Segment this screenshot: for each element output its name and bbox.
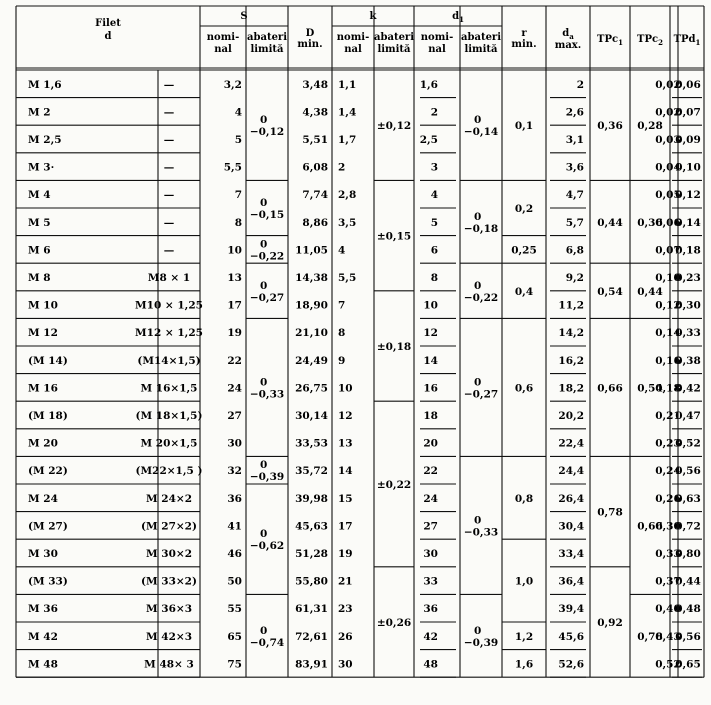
row-k-abateri: ±0,12 bbox=[376, 120, 412, 133]
row-thread-fine: M 30×2 bbox=[146, 548, 192, 560]
header-D-min: min. bbox=[297, 39, 323, 50]
row-thread-m: M 2 bbox=[28, 106, 51, 119]
row-s-nominal: 50 bbox=[227, 575, 242, 588]
header-d1-abateri-1: abateri bbox=[461, 32, 501, 43]
row-D-min: 11,05 bbox=[295, 244, 328, 257]
row-da-max: 9,2 bbox=[565, 272, 584, 284]
row-da-max: 3,1 bbox=[565, 134, 584, 146]
row-tpc2: 0,28 bbox=[637, 120, 663, 133]
row-tpd1: 0,37 bbox=[655, 575, 681, 588]
row-r-min: 1,2 bbox=[514, 630, 534, 643]
row-d1-abateri: 0 bbox=[474, 210, 482, 223]
header-k-nominal-1: nomi- bbox=[336, 32, 370, 43]
row-D-min: 33,53 bbox=[295, 437, 328, 450]
row-da-max: 26,4 bbox=[558, 492, 584, 505]
row-s-abateri: 0 bbox=[260, 528, 268, 541]
row-d1-nominal: 33 bbox=[423, 575, 438, 588]
row-d1-abateri: −0,14 bbox=[463, 126, 499, 139]
row-D-min: 30,14 bbox=[295, 410, 328, 422]
row-d1-abateri: −0,39 bbox=[463, 636, 499, 649]
row-d1-abateri: 0 bbox=[474, 624, 482, 637]
header-k: k bbox=[369, 11, 377, 22]
row-s-nominal: 55 bbox=[227, 603, 242, 616]
row-thread-fine: M10 × 1,25 bbox=[135, 299, 203, 312]
row-k-nominal: 8 bbox=[338, 327, 346, 340]
row-s-abateri: 0 bbox=[260, 279, 268, 292]
row-k-nominal: 2 bbox=[338, 161, 346, 174]
row-tpd1: 0,23 bbox=[655, 437, 681, 450]
row-thread-fine: — bbox=[163, 189, 175, 202]
row-tpc1: 0,36 bbox=[597, 120, 623, 133]
row-da-max: 22,4 bbox=[558, 437, 584, 450]
header-r: r bbox=[521, 28, 527, 39]
row-da-max: 5,7 bbox=[565, 216, 584, 229]
row-k-nominal: 21 bbox=[338, 575, 353, 588]
row-r-min: 1,6 bbox=[514, 658, 534, 671]
row-d1-nominal: 2 bbox=[430, 106, 438, 119]
row-d1-nominal: 27 bbox=[423, 520, 438, 533]
row-d1-abateri: −0,22 bbox=[463, 291, 499, 304]
row-D-min: 18,90 bbox=[295, 299, 328, 312]
row-k-nominal: 30 bbox=[338, 658, 353, 671]
row-tpd2: 0,06 bbox=[675, 78, 701, 91]
row-tpd1: 0,03 bbox=[655, 134, 681, 146]
row-D-min: 51,28 bbox=[295, 548, 328, 560]
row-tpd2: 0,52 bbox=[675, 437, 701, 450]
header-da-max: max. bbox=[554, 40, 582, 51]
row-tpd1: 0,10 bbox=[655, 272, 681, 284]
row-k-nominal: 14 bbox=[338, 465, 353, 478]
row-d1-nominal: 36 bbox=[423, 603, 438, 616]
row-r-min: 1,0 bbox=[514, 575, 534, 588]
row-da-max: 20,2 bbox=[558, 410, 584, 422]
row-thread-m: M 16 bbox=[28, 382, 58, 395]
row-tpd1: 0,14 bbox=[655, 327, 681, 340]
row-tpd1: 0,07 bbox=[655, 244, 681, 257]
row-k-nominal: 7 bbox=[338, 299, 346, 312]
row-tpd1: 0,24 bbox=[655, 465, 681, 478]
row-da-max: 11,2 bbox=[558, 299, 584, 312]
row-d1-nominal: 30 bbox=[423, 548, 438, 560]
header-s-nominal-1: nomi- bbox=[206, 32, 240, 43]
row-thread-m: M 42 bbox=[28, 630, 58, 643]
row-D-min: 3,48 bbox=[302, 78, 328, 91]
header-D: D bbox=[305, 28, 315, 39]
row-d1-abateri: 0 bbox=[474, 279, 482, 292]
row-thread-m: M 2,5 bbox=[28, 134, 62, 146]
row-thread-fine: M 20×1,5 bbox=[140, 437, 198, 450]
row-da-max: 16,2 bbox=[558, 354, 584, 367]
row-k-nominal: 1,1 bbox=[338, 78, 357, 91]
header-filet: Filet bbox=[95, 18, 121, 29]
row-tpd2: 0,47 bbox=[675, 410, 701, 422]
row-k-nominal: 13 bbox=[338, 437, 353, 450]
row-thread-m: (M 14) bbox=[28, 354, 68, 367]
row-tpd2: 0,18 bbox=[675, 244, 701, 257]
row-thread-fine: (M22×1,5 ) bbox=[135, 465, 203, 478]
row-da-max: 30,4 bbox=[558, 520, 584, 533]
row-k-nominal: 19 bbox=[338, 548, 353, 560]
row-tpd1: 0,04 bbox=[655, 161, 681, 174]
row-k-nominal: 26 bbox=[338, 630, 353, 643]
row-thread-fine: — bbox=[163, 161, 175, 174]
row-D-min: 21,10 bbox=[295, 327, 328, 340]
row-tpd1: 0,43 bbox=[655, 630, 681, 643]
row-thread-fine: — bbox=[163, 244, 175, 257]
row-da-max: 39,4 bbox=[558, 603, 584, 616]
row-s-nominal: 24 bbox=[227, 382, 242, 395]
row-d1-nominal: 20 bbox=[423, 437, 438, 450]
row-tpd1: 0,30 bbox=[655, 520, 681, 533]
row-s-abateri: −0,27 bbox=[249, 291, 285, 304]
row-s-nominal: 65 bbox=[227, 630, 242, 643]
row-s-nominal: 8 bbox=[234, 216, 242, 229]
row-s-abateri: 0 bbox=[260, 624, 268, 637]
header-tpd1: TPd$_1$ bbox=[673, 34, 701, 47]
row-tpc2: 0,54 bbox=[637, 382, 663, 395]
row-da-max: 3,6 bbox=[565, 161, 584, 174]
row-D-min: 83,91 bbox=[295, 658, 328, 671]
row-thread-m: M 4 bbox=[28, 189, 51, 202]
row-thread-m: M 20 bbox=[28, 437, 58, 450]
row-d1-abateri: −0,33 bbox=[463, 526, 499, 539]
header-d1-nominal-1: nomi- bbox=[420, 32, 454, 43]
row-tpd2: 0,80 bbox=[675, 548, 701, 560]
row-D-min: 6,08 bbox=[302, 161, 328, 174]
row-tpd2: 0,10 bbox=[675, 161, 701, 174]
header-tpc2: TPc$_2$ bbox=[637, 34, 663, 47]
row-thread-m: M 12 bbox=[28, 327, 58, 340]
row-k-nominal: 12 bbox=[338, 410, 353, 422]
row-da-max: 18,2 bbox=[558, 382, 584, 395]
header-d1-abateri-2: limită bbox=[464, 44, 498, 55]
header-k-abateri-2: limită bbox=[377, 44, 411, 55]
row-tpd1: 0,16 bbox=[655, 354, 681, 367]
row-r-min: 0,25 bbox=[511, 244, 537, 257]
row-da-max: 33,4 bbox=[558, 548, 584, 560]
row-s-nominal: 30 bbox=[227, 437, 242, 450]
row-da-max: 45,6 bbox=[558, 630, 584, 643]
row-thread-fine: (M 27×2) bbox=[141, 520, 197, 533]
row-s-nominal: 17 bbox=[227, 299, 242, 312]
row-tpc2: 0,66 bbox=[637, 520, 663, 533]
row-tpd2: 0,56 bbox=[675, 465, 701, 478]
row-s-nominal: 5,5 bbox=[223, 161, 242, 174]
row-d1-nominal: 42 bbox=[423, 630, 438, 643]
row-tpd2: 0,48 bbox=[675, 603, 701, 616]
row-D-min: 45,63 bbox=[295, 520, 328, 533]
row-k-nominal: 9 bbox=[338, 354, 346, 367]
row-s-nominal: 75 bbox=[227, 658, 242, 671]
row-r-min: 0,8 bbox=[514, 492, 534, 505]
row-d1-nominal: 5 bbox=[430, 216, 438, 229]
row-k-nominal: 5,5 bbox=[338, 272, 357, 284]
row-tpc1: 0,44 bbox=[597, 216, 623, 229]
row-s-abateri: −0,12 bbox=[249, 126, 285, 139]
row-thread-m: (M 27) bbox=[28, 520, 68, 533]
row-thread-m: M 1,6 bbox=[28, 78, 62, 91]
row-da-max: 2 bbox=[576, 78, 584, 91]
row-thread-fine: — bbox=[163, 216, 175, 229]
row-k-nominal: 1,4 bbox=[338, 106, 357, 119]
row-da-max: 52,6 bbox=[558, 658, 584, 671]
row-tpc1: 0,78 bbox=[597, 506, 623, 519]
row-r-min: 0,2 bbox=[514, 203, 534, 215]
row-D-min: 5,51 bbox=[302, 134, 328, 146]
row-s-nominal: 3,2 bbox=[223, 78, 242, 91]
row-tpd1: 0,33 bbox=[655, 548, 681, 560]
row-s-abateri: 0 bbox=[260, 376, 268, 389]
row-thread-m: M 10 bbox=[28, 299, 58, 312]
row-thread-fine: (M 33×2) bbox=[141, 575, 197, 588]
row-s-abateri: −0,74 bbox=[249, 636, 285, 649]
row-thread-fine: M12 × 1,25 bbox=[135, 327, 203, 340]
row-D-min: 8,86 bbox=[302, 216, 328, 229]
row-thread-fine: — bbox=[163, 78, 175, 91]
row-D-min: 61,31 bbox=[295, 603, 328, 616]
row-s-nominal: 27 bbox=[227, 410, 242, 422]
row-thread-m: (M 22) bbox=[28, 465, 68, 478]
row-thread-m: M 3· bbox=[28, 161, 55, 174]
row-k-abateri: ±0,15 bbox=[376, 230, 412, 243]
row-thread-m: (M 33) bbox=[28, 575, 68, 588]
row-tpc2: 0,44 bbox=[637, 285, 663, 298]
row-thread-fine: (M 18×1,5) bbox=[135, 410, 203, 422]
row-tpd1: 0,02 bbox=[655, 106, 681, 119]
row-s-nominal: 10 bbox=[227, 244, 242, 257]
row-da-max: 6,8 bbox=[565, 244, 584, 257]
row-d1-abateri: 0 bbox=[474, 376, 482, 389]
row-d1-nominal: 22 bbox=[423, 465, 438, 478]
row-s-nominal: 19 bbox=[227, 327, 242, 340]
row-D-min: 72,61 bbox=[295, 630, 328, 643]
row-k-nominal: 23 bbox=[338, 603, 353, 616]
row-k-nominal: 15 bbox=[338, 492, 353, 505]
header-k-nominal-2: nal bbox=[344, 44, 362, 55]
row-d1-abateri: −0,18 bbox=[463, 222, 499, 235]
row-r-min: 0,6 bbox=[514, 382, 534, 395]
row-da-max: 14,2 bbox=[558, 327, 584, 340]
row-d1-nominal: 2,5 bbox=[419, 134, 438, 146]
row-tpd2: 0,14 bbox=[675, 216, 701, 229]
row-D-min: 39,98 bbox=[295, 492, 328, 505]
row-d1-nominal: 18 bbox=[423, 410, 438, 422]
row-tpd2: 0,12 bbox=[675, 189, 701, 202]
row-d1-nominal: 24 bbox=[423, 492, 438, 505]
row-s-nominal: 7 bbox=[234, 189, 242, 202]
row-s-abateri: 0 bbox=[260, 238, 268, 251]
row-thread-m: M 48 bbox=[28, 658, 58, 671]
row-d1-nominal: 48 bbox=[423, 658, 438, 671]
row-thread-m: M 30 bbox=[28, 548, 58, 560]
header-tpc1: TPc$_1$ bbox=[597, 34, 623, 47]
row-s-nominal: 32 bbox=[227, 465, 242, 478]
row-thread-m: M 5 bbox=[28, 216, 51, 229]
row-s-abateri: 0 bbox=[260, 459, 268, 472]
row-tpc1: 0,66 bbox=[597, 382, 623, 395]
row-tpd2: 0,63 bbox=[675, 492, 701, 505]
row-k-abateri: ±0,26 bbox=[376, 617, 412, 629]
row-s-nominal: 46 bbox=[227, 548, 242, 560]
row-D-min: 24,49 bbox=[295, 354, 328, 367]
header-da: $d_a$ bbox=[562, 28, 574, 41]
row-k-nominal: 3,5 bbox=[338, 216, 357, 229]
row-D-min: 4,38 bbox=[302, 106, 328, 119]
row-thread-m: M 36 bbox=[28, 603, 58, 616]
header-s-abateri-1: abateri bbox=[247, 32, 287, 43]
row-tpd1: 0,18 bbox=[655, 382, 681, 395]
row-d1-abateri: −0,27 bbox=[463, 388, 499, 401]
row-tpd2: 0,30 bbox=[675, 299, 701, 312]
row-thread-fine: M 42×3 bbox=[146, 630, 192, 643]
row-tpd2: 0,09 bbox=[675, 134, 701, 146]
row-tpd1: 0,40 bbox=[655, 603, 681, 616]
row-s-nominal: 41 bbox=[227, 520, 242, 533]
row-tpd2: 0,44 bbox=[675, 575, 701, 588]
row-tpd2: 0,33 bbox=[675, 327, 701, 340]
row-k-nominal: 1,7 bbox=[338, 134, 357, 146]
row-r-min: 0,4 bbox=[514, 285, 534, 298]
row-d1-nominal: 4 bbox=[430, 189, 438, 202]
row-thread-fine: M 36×3 bbox=[146, 603, 192, 616]
row-D-min: 14,38 bbox=[295, 272, 328, 284]
header-k-abateri-1: abateri bbox=[374, 32, 414, 43]
row-tpd2: 0,23 bbox=[675, 272, 701, 284]
header-s-abateri-2: limită bbox=[250, 44, 284, 55]
row-tpd2: 0,56 bbox=[675, 630, 701, 643]
row-D-min: 26,75 bbox=[295, 382, 328, 395]
row-tpc2: 0,36 bbox=[637, 216, 663, 229]
row-d1-nominal: 3 bbox=[430, 161, 438, 174]
row-k-nominal: 17 bbox=[338, 520, 353, 533]
header-d: d bbox=[104, 31, 112, 42]
row-da-max: 24,4 bbox=[558, 465, 584, 478]
row-tpd1: 0,52 bbox=[655, 658, 681, 671]
row-thread-fine: — bbox=[163, 106, 175, 119]
row-D-min: 35,72 bbox=[295, 465, 328, 478]
row-tpd1: 0,26 bbox=[655, 492, 681, 505]
header-s: S bbox=[240, 11, 248, 22]
row-k-nominal: 2,8 bbox=[338, 189, 357, 202]
row-s-nominal: 5 bbox=[234, 134, 242, 146]
row-tpd2: 0,38 bbox=[675, 354, 701, 367]
row-s-abateri: 0 bbox=[260, 114, 268, 127]
header-d1: $d_1$ bbox=[452, 11, 464, 24]
row-thread-m: M 8 bbox=[28, 272, 51, 284]
row-s-abateri: −0,39 bbox=[249, 471, 285, 484]
row-d1-nominal: 6 bbox=[430, 244, 438, 257]
row-tpd2: 0,42 bbox=[675, 382, 701, 395]
row-k-nominal: 4 bbox=[338, 244, 346, 257]
row-s-abateri: 0 bbox=[260, 197, 268, 209]
row-s-abateri: −0,15 bbox=[249, 209, 285, 221]
row-thread-m: M 24 bbox=[28, 492, 58, 505]
row-D-min: 55,80 bbox=[295, 575, 328, 588]
row-d1-abateri: 0 bbox=[474, 114, 482, 127]
row-d1-nominal: 8 bbox=[430, 272, 438, 284]
row-tpd1: 0,02 bbox=[655, 78, 681, 91]
row-s-nominal: 22 bbox=[227, 354, 242, 367]
row-da-max: 36,4 bbox=[558, 575, 584, 588]
row-s-nominal: 4 bbox=[234, 106, 242, 119]
row-tpd1: 0,06 bbox=[655, 216, 681, 229]
row-thread-m: M 6 bbox=[28, 244, 51, 257]
row-da-max: 2,6 bbox=[565, 106, 584, 119]
header-d1-nominal-2: nal bbox=[428, 44, 446, 55]
row-thread-fine: M 16×1,5 bbox=[140, 382, 198, 395]
header-s-nominal-2: nal bbox=[214, 44, 232, 55]
row-thread-fine: M8 × 1 bbox=[147, 272, 191, 284]
row-k-nominal: 10 bbox=[338, 382, 353, 395]
row-k-abateri: ±0,18 bbox=[376, 341, 412, 353]
row-d1-nominal: 16 bbox=[423, 382, 438, 395]
header-r-min: min. bbox=[511, 39, 537, 50]
row-k-abateri: ±0,22 bbox=[376, 479, 412, 491]
row-tpd1: 0,21 bbox=[655, 410, 681, 422]
row-tpd1: 0,12 bbox=[655, 299, 681, 312]
row-r-min: 0,1 bbox=[514, 120, 534, 133]
row-s-nominal: 36 bbox=[227, 492, 242, 505]
row-thread-fine: M 48× 3 bbox=[144, 658, 194, 671]
row-d1-nominal: 14 bbox=[423, 354, 438, 367]
row-s-nominal: 13 bbox=[227, 272, 242, 284]
row-tpd2: 0,65 bbox=[675, 658, 701, 671]
row-tpd2: 0,72 bbox=[675, 520, 701, 533]
row-d1-nominal: 12 bbox=[423, 327, 438, 340]
row-s-abateri: −0,22 bbox=[249, 250, 285, 263]
row-thread-fine: — bbox=[163, 134, 175, 146]
row-tpd1: 0,05 bbox=[655, 189, 681, 202]
row-s-abateri: −0,62 bbox=[249, 540, 285, 553]
row-tpc1: 0,92 bbox=[597, 617, 623, 629]
row-tpd2: 0,07 bbox=[675, 106, 701, 119]
row-d1-nominal: 1,6 bbox=[419, 78, 438, 91]
row-tpc1: 0,54 bbox=[597, 285, 623, 298]
row-d1-nominal: 10 bbox=[423, 299, 438, 312]
row-s-abateri: −0,33 bbox=[249, 388, 285, 401]
row-d1-abateri: 0 bbox=[474, 514, 482, 527]
row-da-max: 4,7 bbox=[565, 189, 584, 202]
row-thread-fine: M 24×2 bbox=[146, 492, 192, 505]
row-D-min: 7,74 bbox=[302, 189, 328, 202]
row-thread-m: (M 18) bbox=[28, 410, 68, 422]
row-thread-fine: (M14×1,5) bbox=[137, 354, 201, 367]
row-tpc2: 0,78 bbox=[637, 630, 663, 643]
